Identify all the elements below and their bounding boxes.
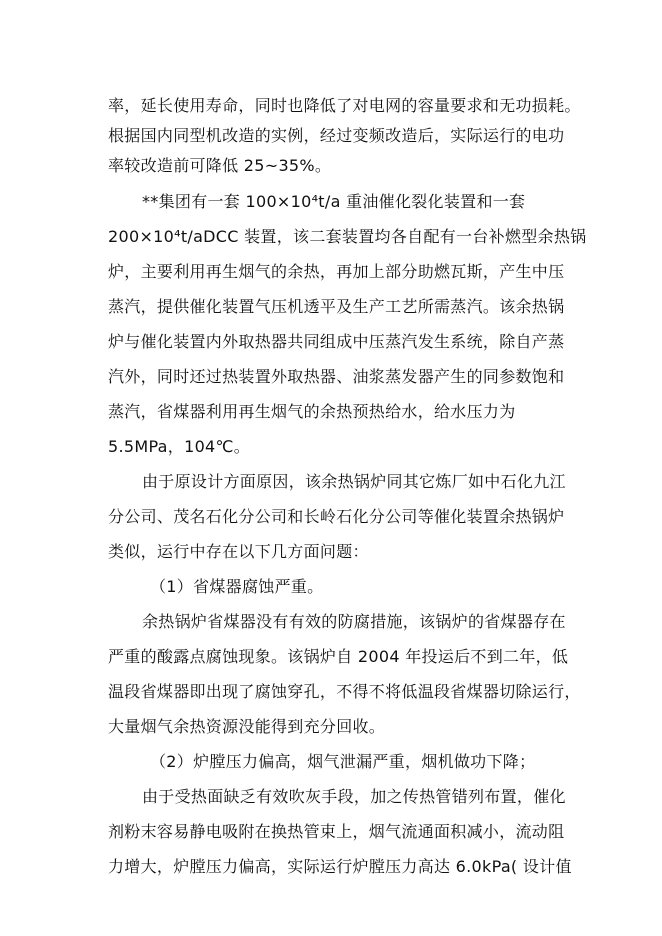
subheading-2: （2）炉膛压力偏高，烟气泄漏严重，烟机做功下降；: [150, 752, 536, 771]
subheading-1: （1）省煤器腐蚀严重。: [150, 577, 324, 596]
text-line: 大量烟气余热资源没能得到充分回收。: [108, 717, 386, 736]
text-line: 5.5MPa，104℃。: [108, 437, 251, 456]
paragraph-start-line: 余热锅炉省煤器没有有效的防腐措施，该锅炉的省煤器存在: [142, 612, 566, 631]
text-line: 汽外，同时还过热装置外取热器、油浆蒸发器产生的同参数饱和: [108, 367, 565, 386]
text-line: 分公司、茂名石化分公司和长岭石化分公司等催化装置余热锅炉: [108, 507, 565, 526]
text-line: 力增大，炉膛压力偏高，实际运行炉膛压力高达 6.0kPa( 设计值: [108, 857, 572, 876]
text-line: 蒸汽，提供催化装置气压机透平及生产工艺所需蒸汽。该余热锅: [108, 297, 565, 316]
text-line: 温段省煤器即出现了腐蚀穿孔，不得不将低温段省煤器切除运行，: [108, 682, 581, 701]
text-line: 剂粉末容易静电吸附在换热管束上，烟气流通面积减小，流动阻: [108, 822, 565, 841]
paragraph-start-line: 由于原设计方面原因，该余热锅炉同其它炼厂如中石化九江: [142, 472, 566, 491]
text-line: 炉与催化装置内外取热器共同组成中压蒸汽发生系统，除自产蒸: [108, 332, 565, 351]
paragraph-start-line: 由于受热面缺乏有效吹灰手段，加之传热管错列布置，催化: [142, 787, 566, 806]
text-line: 率，延长使用寿命，同时也降低了对电网的容量要求和无功损耗。: [108, 96, 581, 115]
text-line: 类似，运行中存在以下几方面问题：: [108, 542, 369, 561]
text-line: 严重的酸露点腐蚀现象。该锅炉自 2004 年投运后不到二年，低: [108, 647, 569, 666]
text-line: 蒸汽，省煤器利用再生烟气的余热预热给水，给水压力为: [108, 402, 516, 421]
paragraph-start-line: **集团有一套 100×10⁴t/a 重油催化裂化装置和一套: [142, 192, 526, 211]
text-line: 200×10⁴t/aDCC 装置，该二套装置均各自配有一台补燃型余热锅: [108, 227, 587, 246]
text-line: 炉，主要利用再生烟气的余热，再加上部分助燃瓦斯，产生中压: [108, 262, 565, 281]
text-line: 根据国内同型机改造的实例，经过变频改造后，实际运行的电功: [108, 126, 565, 145]
text-line: 率较改造前可降低 25~35%。: [108, 156, 332, 175]
